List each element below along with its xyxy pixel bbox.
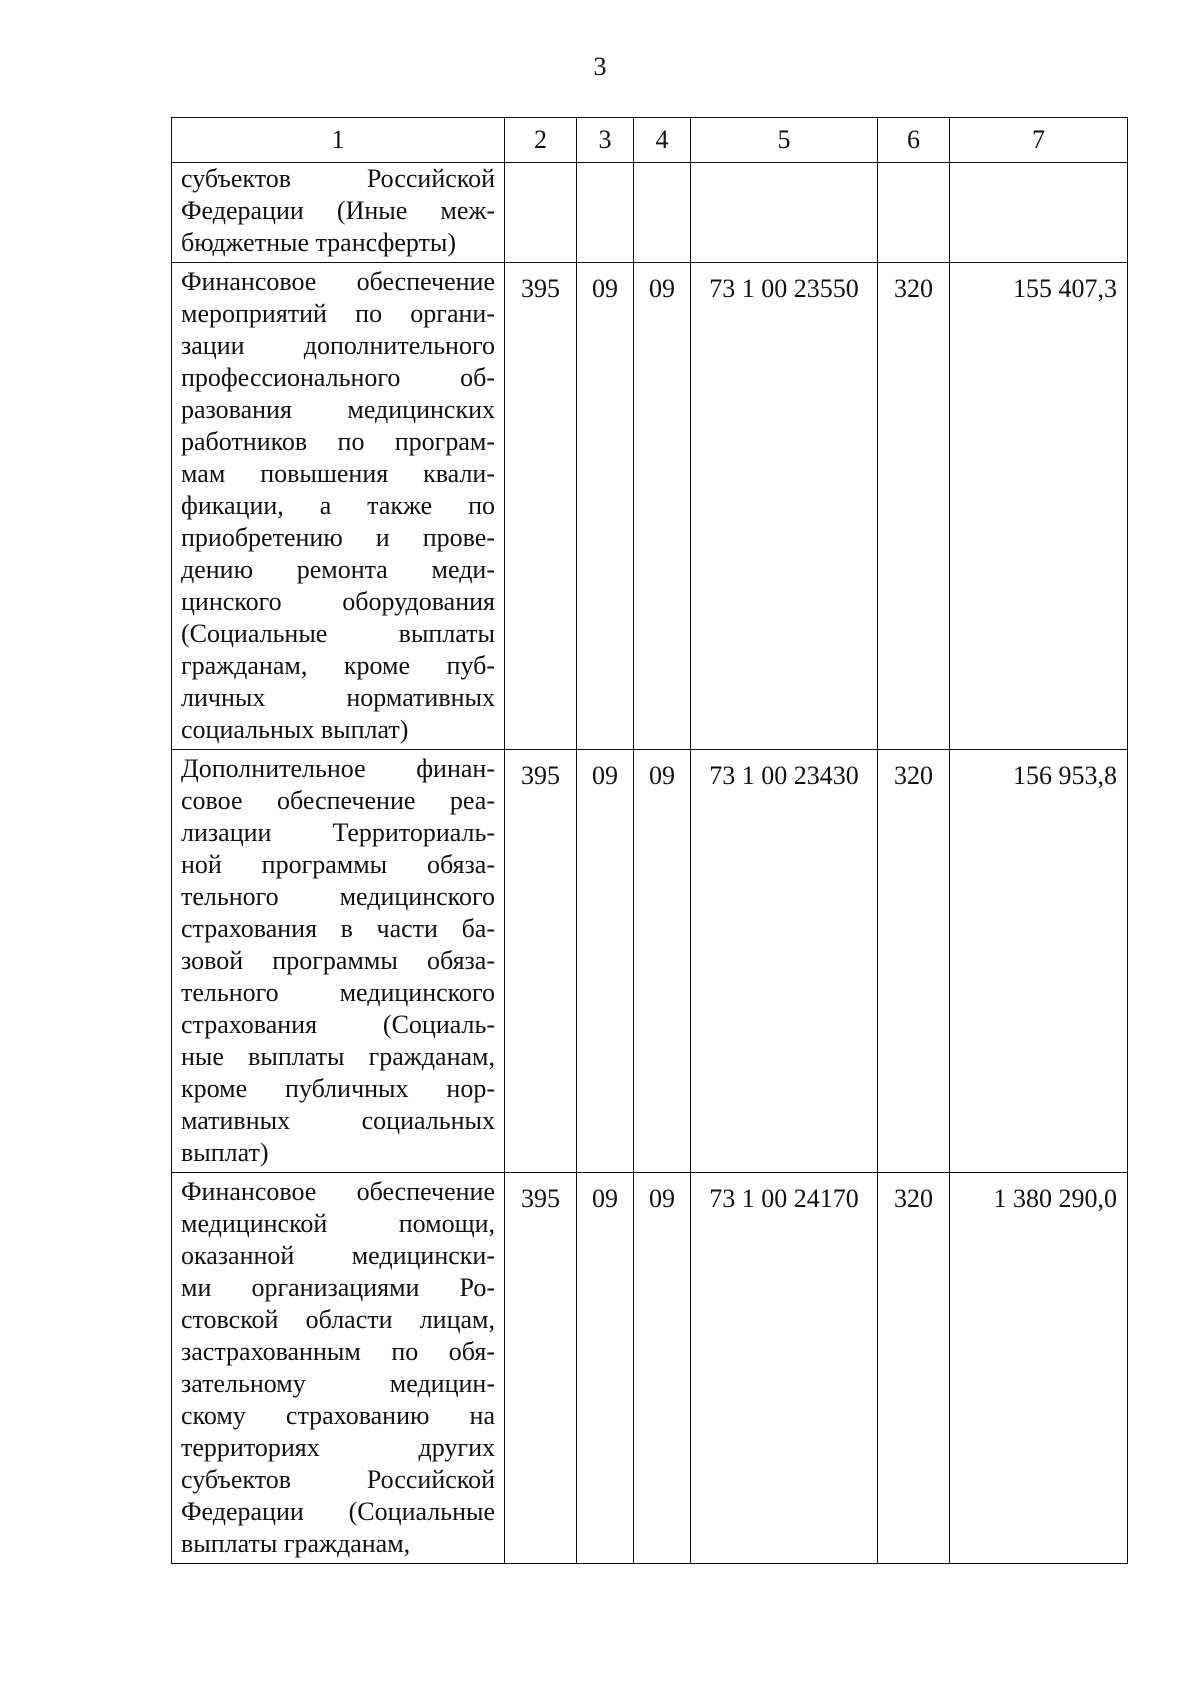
- row-name-line: Федерации (Иные меж-: [181, 196, 495, 225]
- amount-cell: [950, 163, 1128, 263]
- header-cell: 4: [634, 118, 691, 163]
- admin-code-cell: 395: [505, 263, 577, 750]
- row-name-cell: [172, 263, 505, 750]
- row-name-line: ные выплаты гражданам,: [181, 1042, 495, 1071]
- row-name-line: выплат): [181, 1138, 269, 1167]
- row-name-line: бюджетные трансферты): [181, 228, 457, 257]
- row-name-line: Финансовое обеспечение: [181, 1177, 495, 1206]
- header-cell: 1: [172, 118, 505, 163]
- row-name-line: мативных социальных: [181, 1106, 495, 1135]
- row-name-line: страхования (Социаль-: [181, 1010, 495, 1039]
- target-article-cell: 73 1 00 23430: [691, 750, 878, 1173]
- row-name-line: мам повышения квали-: [181, 459, 495, 488]
- row-name-line: Финансовое обеспечение: [181, 267, 495, 296]
- row-name-line: ми организациями Ро-: [181, 1273, 495, 1302]
- row-name-line: Дополнительное финан-: [181, 754, 495, 783]
- subsection-cell: 09: [634, 1173, 691, 1564]
- table-row: [172, 263, 1128, 750]
- row-name-line: территориях других: [181, 1433, 495, 1462]
- header-cell: 3: [577, 118, 634, 163]
- amount-cell: 1 380 290,0: [950, 1173, 1128, 1564]
- target-article-cell: [691, 163, 878, 263]
- row-name-line: страхования в части ба-: [181, 914, 495, 943]
- header-cell: 7: [950, 118, 1128, 163]
- row-name-line: совое обеспечение реа-: [181, 786, 495, 815]
- section-cell: 09: [577, 263, 634, 750]
- row-name-line: работников по програм-: [181, 427, 495, 456]
- row-name-line: цинского оборудования: [181, 587, 495, 616]
- row-name-line: профессионального об-: [181, 363, 495, 392]
- table-row: [172, 750, 1128, 1173]
- table-header-row: [172, 118, 1128, 163]
- row-name-line: лизации Территориаль-: [181, 818, 495, 847]
- header-cell: 5: [691, 118, 878, 163]
- row-name-line: зовой программы обяза-: [181, 946, 495, 975]
- page-number: 3: [593, 52, 607, 81]
- row-name-line: стовской области лицам,: [181, 1305, 495, 1334]
- row-name-line: дению ремонта меди-: [181, 555, 495, 584]
- admin-code-cell: 395: [505, 750, 577, 1173]
- row-name-cell: [172, 1173, 505, 1564]
- subsection-cell: 09: [634, 750, 691, 1173]
- row-name-line: выплаты гражданам,: [181, 1529, 411, 1558]
- row-name-line: гражданам, кроме пуб-: [181, 651, 495, 680]
- amount-cell: 156 953,8: [950, 750, 1128, 1173]
- expense-type-cell: 320: [878, 750, 950, 1173]
- row-name-line: личных нормативных: [181, 683, 495, 712]
- row-name-line: социальных выплат): [181, 715, 409, 744]
- section-cell: 09: [577, 1173, 634, 1564]
- row-name-line: застрахованным по обя-: [181, 1337, 495, 1366]
- target-article-cell: 73 1 00 23550: [691, 263, 878, 750]
- row-name-line: тельного медицинского: [181, 882, 495, 911]
- row-name-line: зательному медицин-: [181, 1369, 495, 1398]
- row-name-line: субъектов Российской: [181, 1465, 495, 1494]
- row-name-line: скому страхованию на: [181, 1401, 495, 1430]
- subsection-cell: [634, 163, 691, 263]
- header-cell: 2: [505, 118, 577, 163]
- amount-cell: 155 407,3: [950, 263, 1128, 750]
- row-name-line: медицинской помощи,: [181, 1209, 495, 1238]
- subsection-cell: 09: [634, 263, 691, 750]
- table-row: [172, 1173, 1128, 1564]
- row-name-line: приобретению и прове-: [181, 523, 495, 552]
- row-name-line: Федерации (Социальные: [181, 1497, 495, 1526]
- row-name-line: разования медицинских: [181, 395, 495, 424]
- row-name-line: кроме публичных нор-: [181, 1074, 495, 1103]
- row-name-line: тельного медицинского: [181, 978, 495, 1007]
- expense-type-cell: 320: [878, 1173, 950, 1564]
- row-name-line: мероприятий по органи-: [181, 299, 495, 328]
- expense-type-cell: 320: [878, 263, 950, 750]
- admin-code-cell: 395: [505, 1173, 577, 1564]
- expense-type-cell: [878, 163, 950, 263]
- row-name-line: зации дополнительного: [181, 331, 495, 360]
- table-row: [172, 163, 1128, 263]
- row-name-line: ной программы обяза-: [181, 850, 495, 879]
- section-cell: [577, 163, 634, 263]
- header-cell: 6: [878, 118, 950, 163]
- row-name-cell: [172, 163, 505, 263]
- row-name-line: оказанной медицински-: [181, 1241, 495, 1270]
- row-name-cell: [172, 750, 505, 1173]
- row-name-line: (Социальные выплаты: [181, 619, 495, 648]
- budget-allocation-table: [171, 117, 1128, 1564]
- row-name-line: субъектов Российской: [181, 164, 495, 193]
- target-article-cell: 73 1 00 24170: [691, 1173, 878, 1564]
- section-cell: 09: [577, 750, 634, 1173]
- row-name-line: фикации, а также по: [181, 491, 495, 520]
- admin-code-cell: [505, 163, 577, 263]
